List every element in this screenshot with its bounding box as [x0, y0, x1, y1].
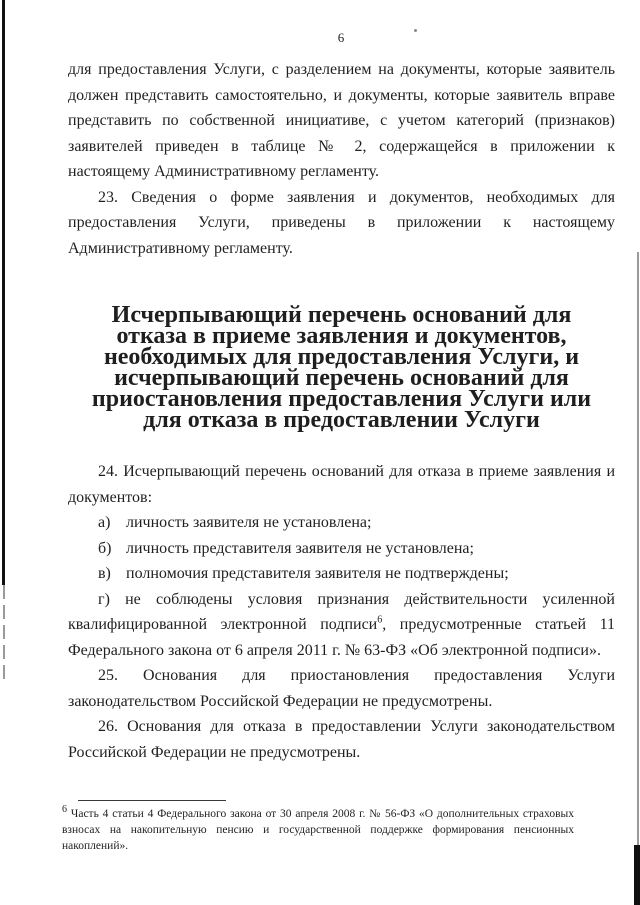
list-item-b — [68, 536, 615, 562]
scan-edge-right-light — [637, 252, 639, 845]
paragraph-24g — [68, 587, 615, 664]
footnote-body: Часть 4 статьи 4 Федерального закона от 30 апреля 2008 г. № 56-ФЗ «О дополнительных страховых взносах на накопительную пенсию и государственной поддержке формирования пенсионных накоплений». — [62, 808, 575, 852]
paragraph-continuation: для предоставления Услуги, с разделением на документы, которые заявитель должен представить самостоятельно, и документы, которые заявитель вправе представить по собственной инициативе, с учетом категорий (признаков) заявителей приведен в таблице № 2, содержащейся в приложении к настоящему Административному регламенту. — [68, 61, 615, 180]
paragraph-23: 23. Сведения о форме заявления и документов, необходимых для предоставления Услуги, приведены в приложении к настоящему Административному регламенту. — [68, 188, 615, 257]
list-text-v: полномочия представителя заявителя не подтверждены; — [126, 565, 509, 582]
list-text-b: личность представителя заявителя не установлена; — [126, 539, 474, 557]
text-column — [68, 57, 615, 765]
paragraph-25: 25. Основания для приостановления предоставления Услуги законодательством Российской Федерации не предусмотрены. — [68, 667, 615, 710]
scan-edge-right-dark — [634, 845, 640, 905]
paragraph-24g-text: г) не соблюдены условия признания действительности усиленной квалифицированной электронной подписи — [68, 590, 615, 633]
list-item-a — [68, 510, 615, 536]
scan-edge-left-dark — [2, 0, 5, 585]
footnote-marker: 6 — [62, 804, 67, 816]
list-marker-v: в) — [98, 565, 111, 582]
list-item-v — [68, 561, 615, 587]
section-heading: Исчерпывающий перечень оснований для отказа в приеме заявления и документов, необходимых для предоставления Услуги, и исчерпывающий перечень оснований для приостановления предоставления Услуги или для отказа в предоставлении Услуги — [91, 302, 592, 433]
paragraph-26: 26. Основания для отказа в предоставлении Услуги законодательством Российской Федерации не предусмотрены. — [68, 718, 615, 761]
list-marker-b: б) — [98, 539, 112, 557]
list-text-a: личность заявителя не установлена; — [126, 514, 372, 531]
scan-edge-left-light — [3, 585, 5, 680]
list-marker-a: а) — [98, 514, 111, 531]
footnote — [62, 800, 574, 854]
paragraph-24g-tail: , предусмотренные статьей 11 Федерального закона от 6 апреля 2011 г. № 63-ФЗ «Об электронной подписи». — [68, 616, 615, 659]
paragraph-24: 24. Исчерпывающий перечень оснований для отказа в приеме заявления и документов: — [68, 463, 615, 506]
page-number: 6 — [337, 30, 346, 45]
footnote-rule — [78, 800, 226, 801]
footnote-reference-mark: 6 — [377, 614, 383, 626]
footnote-text — [62, 806, 574, 854]
